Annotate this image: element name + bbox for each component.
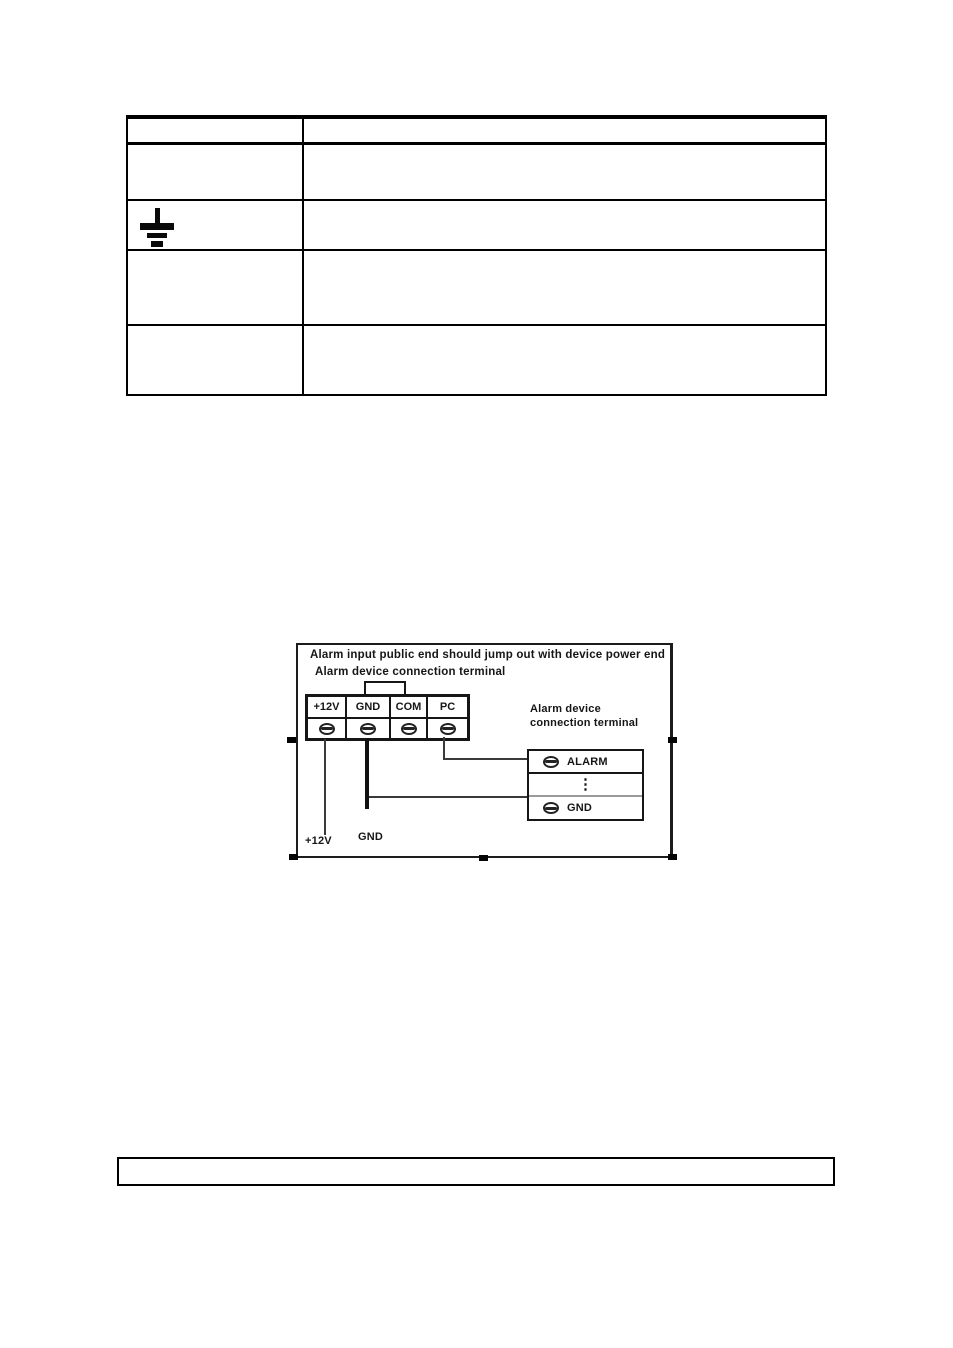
vertical-ellipsis: ⋮ — [578, 775, 593, 793]
selection-handle-middle-left[interactable] — [287, 737, 296, 743]
screw-terminal-icon — [319, 723, 335, 735]
pc-wire-horizontal — [443, 758, 527, 760]
gnd-wire-horizontal — [369, 796, 527, 798]
terminal-screw-cell — [390, 718, 427, 739]
gnd-wire-vertical — [365, 739, 369, 809]
alarm-row — [529, 751, 642, 774]
terminal-label-cell — [390, 696, 427, 718]
selection-handle-bottom-right[interactable] — [668, 854, 677, 860]
spec-table — [126, 115, 827, 396]
plus12v-wire-label: +12V — [305, 835, 332, 847]
terminal-label: GND — [355, 701, 381, 713]
terminal-label: COM — [395, 701, 422, 713]
gnd-wire-label: GND — [358, 831, 384, 843]
alarm-device-terminal-box — [527, 749, 644, 821]
terminal-screw-cell — [427, 718, 468, 739]
terminal-screw-cell — [346, 718, 390, 739]
pc-wire-vertical — [443, 737, 445, 760]
terminal-label-cell — [427, 696, 468, 718]
table-cell — [127, 200, 303, 250]
terminal-label: PC — [439, 701, 456, 713]
table-cell — [303, 144, 826, 201]
gnd-row — [529, 797, 642, 819]
screw-terminal-icon — [543, 802, 559, 814]
table-cell — [127, 250, 303, 325]
terminal-screw-cell — [307, 718, 346, 739]
alarm-device-label-line1: Alarm device — [530, 703, 601, 715]
table-cell — [127, 325, 303, 395]
terminal-label: +12V — [313, 701, 340, 713]
screw-terminal-icon — [401, 723, 417, 735]
diagram-caption-line2: Alarm device connection terminal — [315, 666, 506, 678]
table-header-row — [127, 117, 826, 144]
table-cell — [127, 144, 303, 201]
table-row — [127, 325, 826, 395]
alarm-wiring-diagram-image[interactable] — [296, 643, 673, 858]
ellipsis-row — [529, 774, 642, 797]
terminal-label-cell — [346, 696, 390, 718]
diagram-caption-line1: Alarm input public end should jump out with device power end — [310, 649, 666, 661]
screw-terminal-icon — [360, 723, 376, 735]
gnd-row-label: GND — [567, 802, 593, 814]
table-cell — [303, 250, 826, 325]
empty-note-box — [117, 1157, 835, 1186]
earth-ground-icon — [137, 208, 177, 247]
table-row — [127, 250, 826, 325]
table-header-cell — [303, 117, 826, 144]
table-row — [127, 200, 826, 250]
table-header-cell — [127, 117, 303, 144]
alarm-device-label-line2: connection terminal — [530, 717, 639, 729]
table-cell — [303, 325, 826, 395]
screw-terminal-icon — [440, 723, 456, 735]
screw-terminal-icon — [543, 756, 559, 768]
selection-handle-bottom-left[interactable] — [289, 854, 298, 860]
alarm-input-terminal-block — [305, 694, 470, 741]
table-cell — [303, 200, 826, 250]
selection-handle-middle-right[interactable] — [668, 737, 677, 743]
alarm-row-label: ALARM — [567, 755, 608, 768]
selection-handle-bottom-center[interactable] — [479, 855, 488, 861]
table-row — [127, 144, 826, 201]
plus12v-wire — [324, 739, 326, 835]
terminal-label-cell — [307, 696, 346, 718]
